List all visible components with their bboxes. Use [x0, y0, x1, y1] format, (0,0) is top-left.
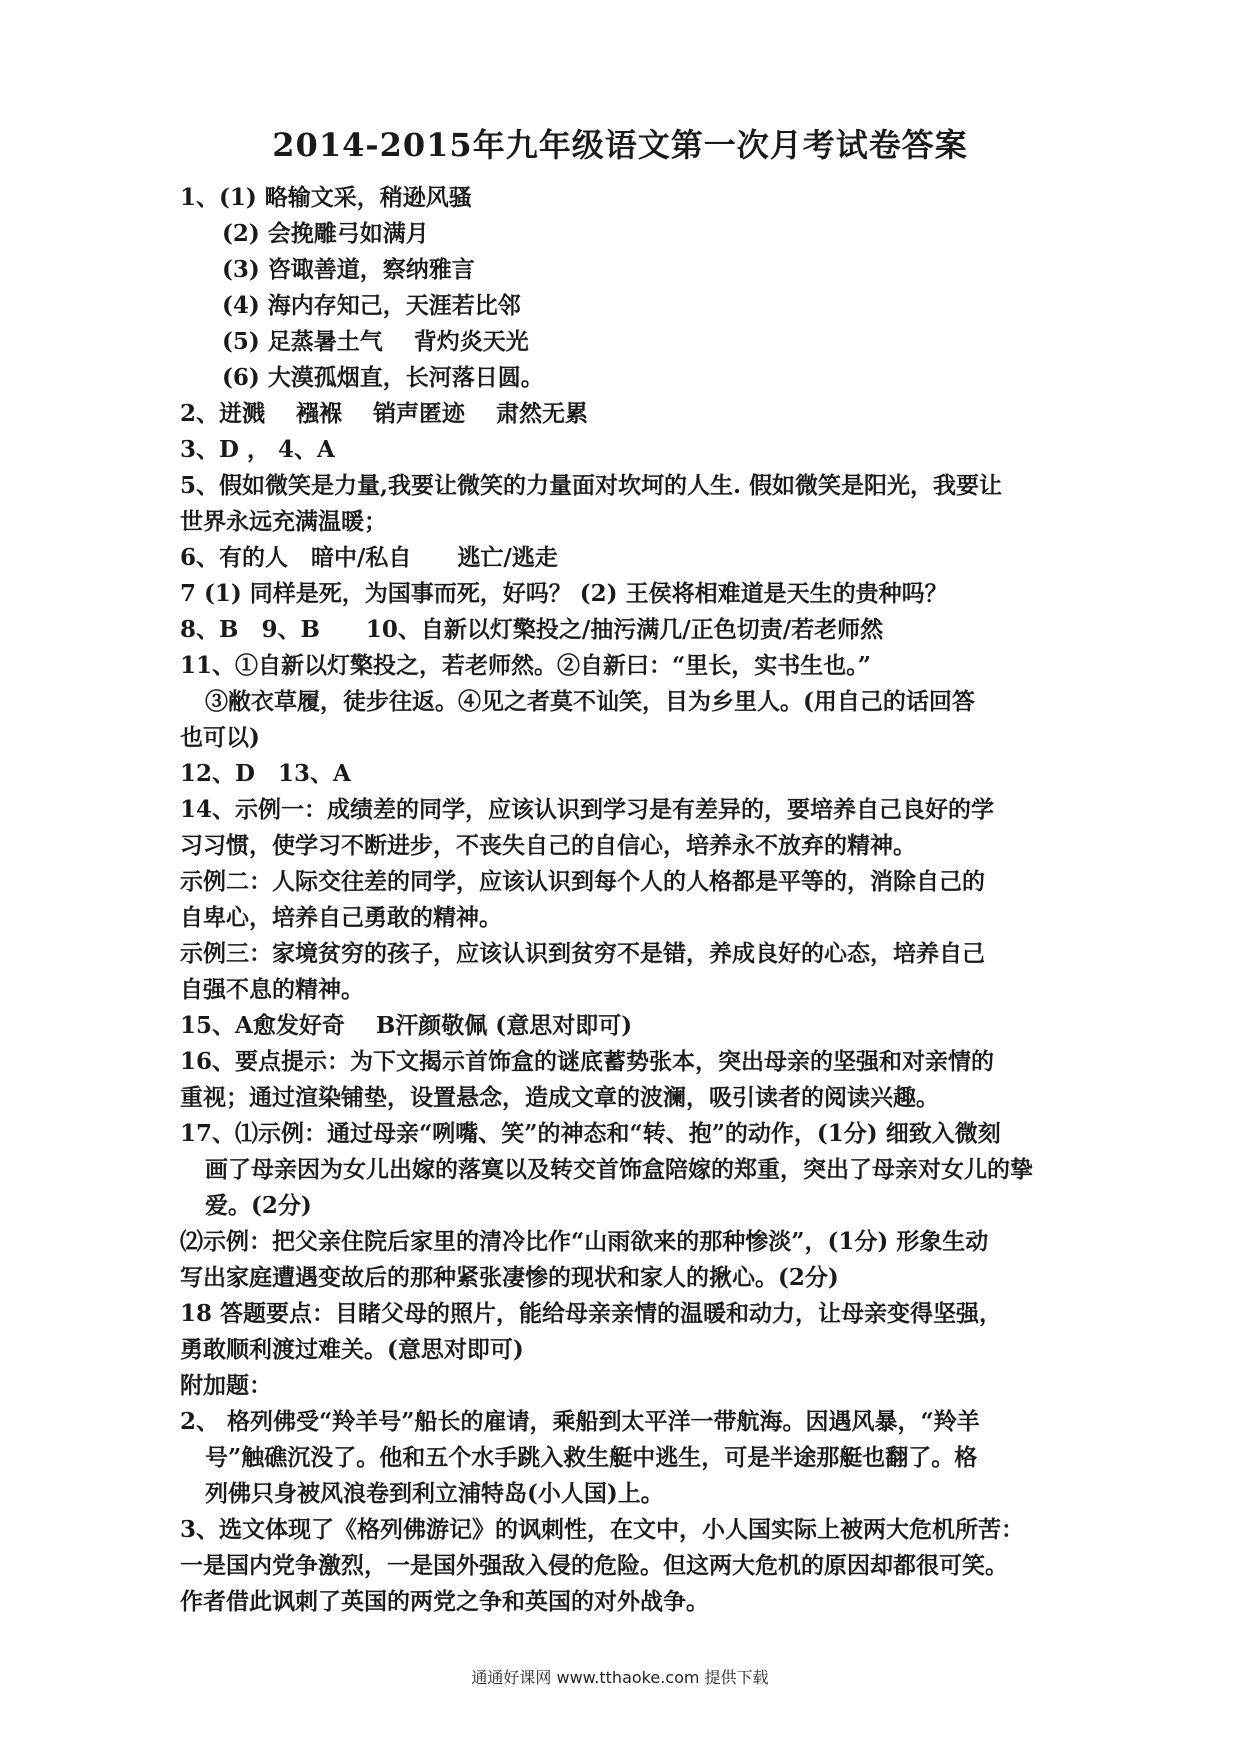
answer-line-16a: 16、要点提示：为下文揭示首饰盒的谜底蓄势张本，突出母亲的坚强和对亲情的: [180, 1048, 995, 1075]
bonus-line-3c: 作者借此讽刺了英国的两党之争和英国的对外战争。: [180, 1588, 709, 1615]
answer-line-5a: 5、假如微笑是力量,我要让微笑的力量面对坎坷的人生. 假如微笑是阳光，我要让: [180, 472, 1003, 499]
answer-line-5b: 世界永远充满温暖；: [180, 508, 387, 535]
answer-line-7: 7 (1) 同样是死，为国事而死，好吗？ (2) 王侯将相难道是天生的贵种吗？: [180, 580, 948, 607]
bonus-line-2b: 号”触礁沉没了。他和五个水手跳入救生艇中逃生，可是半途那艇也翻了。格: [205, 1444, 978, 1471]
answer-line-1-3: (3) 咨诹善道，察纳雅言: [222, 256, 475, 283]
answer-line-6: 6、有的人 暗中/私自 逃亡/逃走: [180, 544, 558, 571]
answer-line-14c: 示例二：人际交往差的同学，应该认识到每个人的人格都是平等的，消除自己的: [180, 868, 985, 895]
answer-line-8-10: 8、B 9、B 10、自新以灯檠投之/抽污满几/正色切责/若老师然: [180, 616, 884, 643]
answer-line-15: 15、A愈发好奇 B汗颜敬佩 (意思对即可): [180, 1012, 633, 1039]
answer-line-14a: 14、示例一：成绩差的同学，应该认识到学习是有差异的，要培养自己良好的学: [180, 796, 995, 823]
answer-line-1-4: (4) 海内存知己，天涯若比邻: [222, 292, 521, 319]
footer-credit: 通通好课网 www.tthaoke.com 提供下载: [471, 1668, 769, 1687]
answer-line-1-2: (2) 会挽雕弓如满月: [222, 220, 429, 247]
answer-line-17c: 爱。(2分): [205, 1192, 312, 1219]
answer-line-17a: 17、⑴示例：通过母亲“咧嘴、笑”的神态和“转、抱”的动作，(1分) 细致入微刻: [180, 1120, 1001, 1147]
answer-line-18b: 勇敢顺利渡过难关。(意思对即可): [180, 1336, 524, 1363]
answer-line-1-5: (5) 足蒸暑土气 背灼炎天光: [222, 328, 529, 355]
bonus-line-3b: 一是国内党争激烈，一是国外强敌入侵的危险。但这两大危机的原因却都很可笑。: [180, 1552, 1008, 1579]
answer-line-16b: 重视；通过渲染铺垫，设置悬念，造成文章的波澜，吸引读者的阅读兴趣。: [180, 1084, 939, 1111]
answer-line-2: 2、迸溅 襁褓 销声匿迹 肃然无累: [180, 400, 589, 427]
answer-line-14b: 习习惯，使学习不断进步，不丧失自己的自信心，培养永不放弃的精神。: [180, 832, 916, 859]
document-title: 2014-2015年九年级语文第一次月考试卷答案: [272, 126, 968, 164]
answer-line-3-4: 3、D ， 4、A: [180, 436, 335, 463]
answer-line-17b: 画了母亲因为女儿出嫁的落寞以及转交首饰盒陪嫁的郑重，突出了母亲对女儿的挚: [205, 1156, 1033, 1183]
answer-line-14f: 自强不息的精神。: [180, 976, 364, 1003]
answer-line-17d: ⑵示例：把父亲住院后家里的清冷比作“山雨欲来的那种惨淡”，(1分) 形象生动: [180, 1228, 989, 1255]
answer-line-17e: 写出家庭遭遇变故后的那种紧张凄惨的现状和家人的揪心。(2分): [180, 1264, 839, 1291]
answer-line-14e: 示例三：家境贫穷的孩子，应该认识到贫穷不是错，养成良好的心态，培养自己: [180, 940, 985, 967]
answer-line-12-13: 12、D 13、A: [180, 760, 351, 787]
answer-line-14d: 自卑心，培养自己勇敢的精神。: [180, 904, 502, 931]
bonus-heading: 附加题：: [180, 1372, 272, 1399]
bonus-line-2a: 2、 格列佛受“羚羊号”船长的雇请，乘船到太平洋一带航海。因遇风暴，“羚羊: [180, 1408, 980, 1435]
answer-line-11b: ③敝衣草履，徒步往返。④见之者莫不讪笑，目为乡里人。(用自己的话回答: [205, 688, 975, 715]
bonus-line-2c: 列佛只身被风浪卷到利立浦特岛(小人国)上。: [205, 1480, 664, 1507]
answer-content: [180, 180, 1080, 1620]
answer-line-11a: 11、①自新以灯檠投之，若老师然。②自新曰：“里长，实书生也。”: [180, 652, 871, 679]
answer-line-11c: 也可以): [180, 724, 260, 751]
answer-line-1-6: (6) 大漠孤烟直，长河落日圆。: [222, 364, 544, 391]
bonus-line-3a: 3、选文体现了《格列佛游记》的讽刺性，在文中，小人国实际上被两大危机所苦：: [180, 1516, 1025, 1543]
answer-line-18a: 18 答题要点：目睹父母的照片，能给母亲亲情的温暖和动力，让母亲变得坚强，: [180, 1300, 1003, 1327]
answer-line-1: 1、(1) 略输文采，稍逊风骚: [180, 184, 472, 211]
